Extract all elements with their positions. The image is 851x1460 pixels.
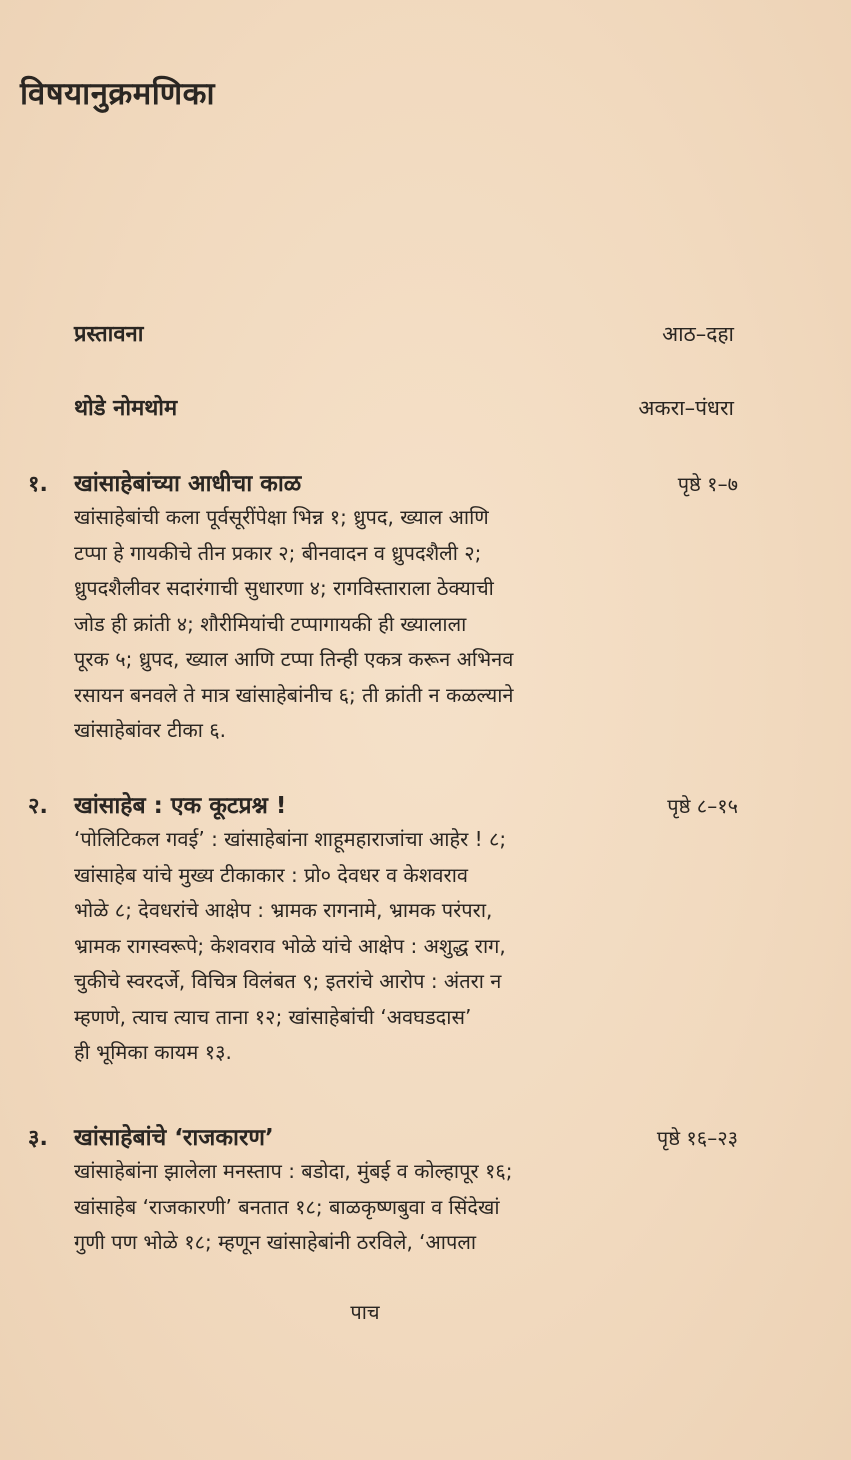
summary-line: भोळे ८; देवधरांचे आक्षेप : भ्रामक रागनामे, भ्रामक परंपरा, xyxy=(74,898,493,922)
front-matter-row-foreword xyxy=(74,392,734,422)
chapter-entry xyxy=(28,466,738,749)
chapter-summary xyxy=(74,822,616,1071)
summary-line: खांसाहेबांना झालेला मनस्ताप : बडोदा, मुंबई व कोल्हापूर १६; xyxy=(74,1159,513,1183)
summary-line: ही भूमिका कायम १३. xyxy=(74,1040,232,1064)
summary-line: पूरक ५; ध्रुपद, ख्याल आणि टप्पा तिन्ही एकत्र करून अभिनव xyxy=(74,647,514,671)
summary-line: भ्रामक रागस्वरूपे; केशवराव भोळे यांचे आक्षेप : अशुद्ध राग, xyxy=(74,933,506,958)
front-matter-label: प्रस्तावना xyxy=(74,322,144,347)
summary-line: खांसाहेबांवर टीका ६. xyxy=(74,718,227,742)
summary-line: म्हणणे, त्याच त्याच ताना १२; खांसाहेबांची ‘अवघडदास’ xyxy=(74,1004,472,1029)
summary-line: खांसाहेब यांचे मुख्य टीकाकार : प्रो० देवधर व केशवराव xyxy=(74,862,468,887)
summary-line: खांसाहेब ‘राजकारणी’ बनतात १८; बाळकृष्णबुवा व सिंदेखां xyxy=(74,1194,500,1219)
summary-line: रसायन बनवले ते मात्र खांसाहेबांनीच ६; ती क्रांती न कळल्याने xyxy=(74,682,514,707)
summary-line: जोड ही क्रांती ४; शौरीमियांची टप्पागायकी ही ख्यालाला xyxy=(74,611,467,636)
chapter-number: १. xyxy=(28,472,48,497)
front-matter-pages: आठ–दहा xyxy=(662,322,734,346)
summary-line: ध्रुपदशैलीवर सदारंगाची सुधारणा ४; रागविस्ताराला ठेक्याची xyxy=(74,576,494,600)
chapter-page-range: पृष्ठे १६–२३ xyxy=(656,1126,738,1150)
summary-line: गुणी पण भोळे १८; म्हणून खांसाहेबांनी ठरविले, ‘आपला xyxy=(74,1230,477,1254)
chapter-title: खांसाहेबांचे ‘राजकारण’ xyxy=(74,1125,274,1151)
chapter-title: खांसाहेबांच्या आधीचा काळ xyxy=(74,471,302,497)
chapter-number: २. xyxy=(28,794,48,819)
page-title: विषयानुक्रमणिका xyxy=(20,76,216,112)
chapter-heading xyxy=(28,788,738,822)
chapter-heading xyxy=(28,1120,738,1154)
chapter-number: ३. xyxy=(28,1126,48,1151)
chapter-entry xyxy=(28,1120,738,1261)
chapter-heading xyxy=(28,466,738,500)
front-matter-pages: अकरा–पंधरा xyxy=(638,396,734,420)
chapter-page-range: पृष्ठे ८–१५ xyxy=(667,794,738,818)
chapter-summary xyxy=(74,500,616,749)
front-matter-label: थोडे नोमथोम xyxy=(74,396,178,421)
chapter-entry xyxy=(28,788,738,1071)
front-matter-row-preface xyxy=(74,318,734,348)
chapter-summary xyxy=(74,1154,616,1261)
summary-line: खांसाहेबांची कला पूर्वसूरींपेक्षा भिन्न १; ध्रुपद, ख्याल आणि xyxy=(74,505,489,529)
chapter-title: खांसाहेब : एक कूटप्रश्न ! xyxy=(74,793,287,819)
page-number: पाच xyxy=(350,1300,380,1324)
chapter-page-range: पृष्ठे १–७ xyxy=(677,472,738,496)
summary-line: ‘पोलिटिकल गवई’ : खांसाहेबांना शाहूमहाराजांचा आहेर ! ८; xyxy=(74,827,507,851)
summary-line: चुकीचे स्वरदर्जे, विचित्र विलंबत ९; इतरांचे आरोप : अंतरा न xyxy=(74,969,502,993)
summary-line: टप्पा हे गायकीचे तीन प्रकार २; बीनवादन व ध्रुपदशैली २; xyxy=(74,540,482,565)
